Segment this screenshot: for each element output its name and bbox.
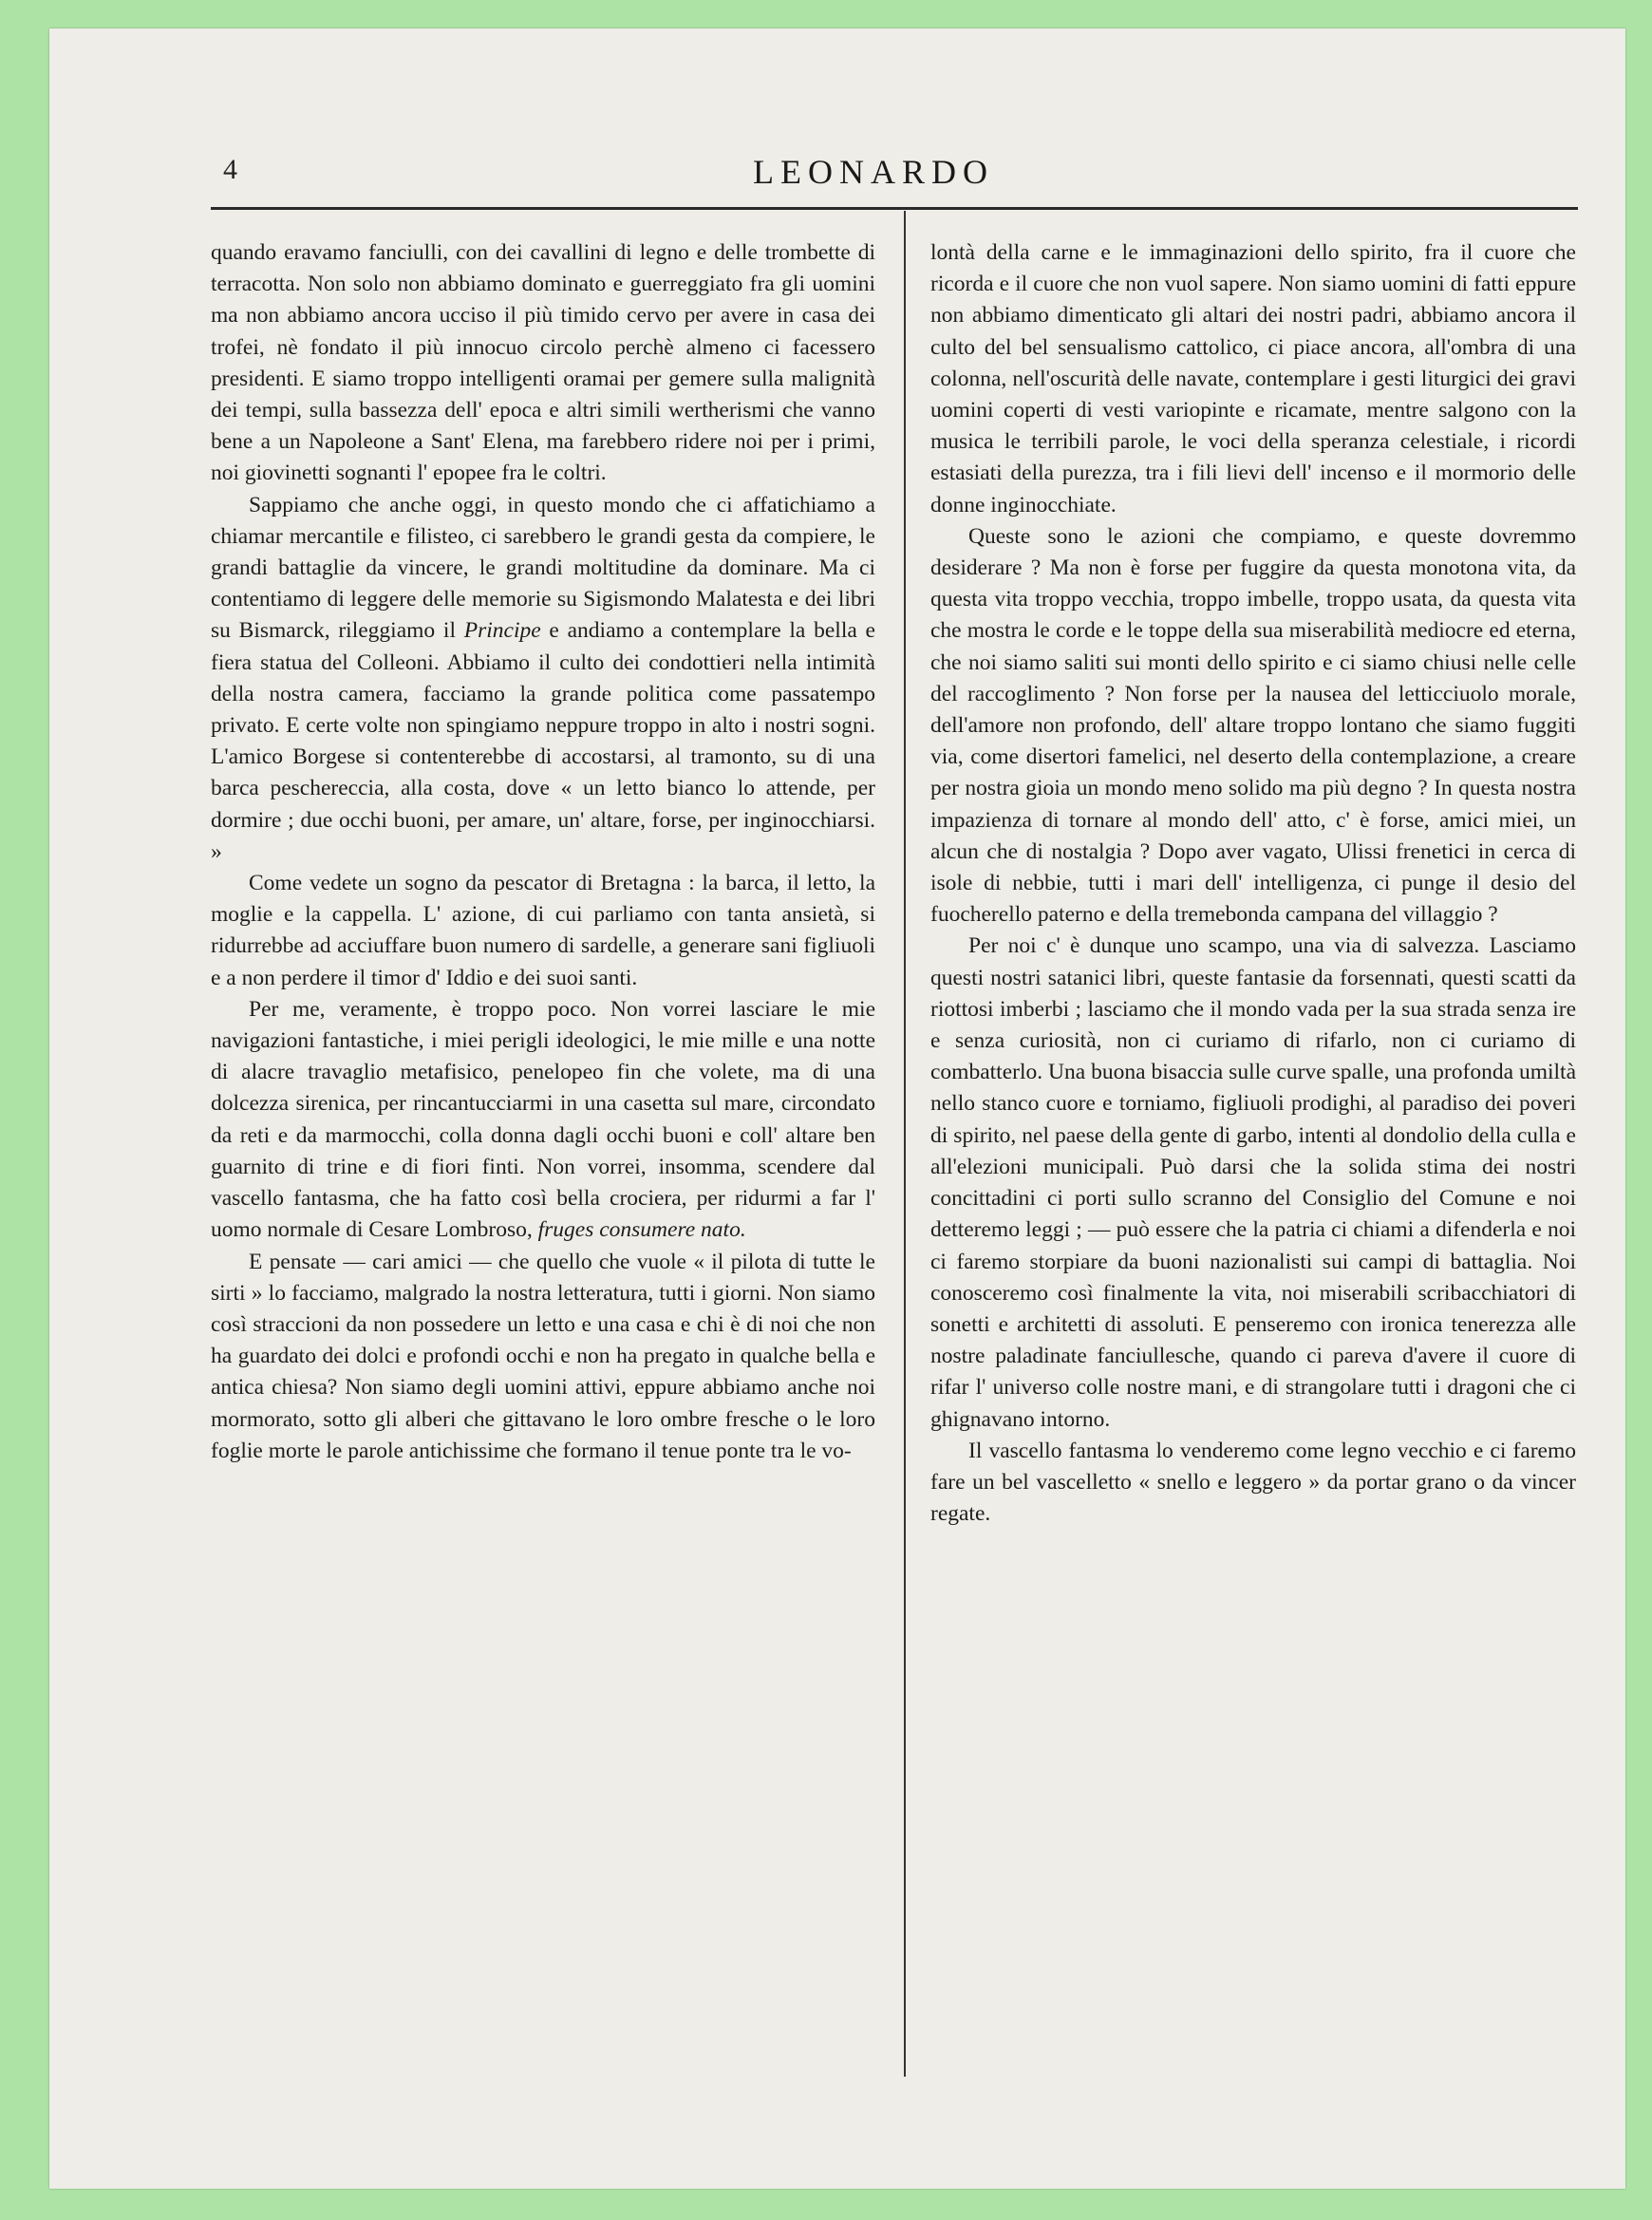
page-header bbox=[171, 123, 1576, 191]
paragraph bbox=[211, 994, 875, 1247]
paragraph: lontà della carne e le immaginazioni dello spirito, fra il cuore che ricorda e il cuore che non vuol sapere. Non siamo uomini di fatti eppure non abbiamo dimenticato gli altari dei nostri padri, abbiamo ancora il culto del bel sensualismo cattolico, ci piace ancora, all'ombra di una colonna, nell'oscurità delle navate, contemplare i gesti liturgici dei gravi uomini coperti di vesti variopinte e ricamate, mentre salgono con la musica le terribili parole, le voci della speranza celestiale, i ricordi estasiati della purezza, tra i fili lievi dell' incenso e il mormorio delle donne inginocchiate. bbox=[930, 240, 1576, 517]
paragraph: Come vedete un sogno da pescator di Bretagna : la barca, il letto, la moglie e la cappella. L' azione, di cui parliamo con tanta ansietà, si ridurrebbe ad acciuffare buon numero di sardelle, a generare sani figliuoli e a non perdere il timor d' Iddio e dei suoi santi. bbox=[211, 871, 875, 990]
italic-title: Principe bbox=[463, 618, 541, 644]
paragraph bbox=[211, 490, 875, 868]
paragraph-text: e andiamo a contemplare la bella e fiera statua del Colleoni. Abbiamo il culto dei condottieri nella intimità della nostra camera, facciamo la grande politica come passatempo privato. E certe volte non spingiamo neppure troppo in alto i nostri sogni. L'amico Borgese si contenterebbe di accostarsi, al tramonto, su di una barca peschereccia, alla costa, dove « un letto bianco lo attende, per dormire ; due occhi buoni, per amare, un' altare, forse, per inginocchiarsi. » bbox=[211, 618, 875, 864]
header-rule bbox=[211, 207, 1578, 210]
column-separator bbox=[904, 211, 906, 2077]
paragraph-text: Per me, veramente, è troppo poco. Non vorrei lasciare le mie navigazioni fantastiche, i miei perigli ideologici, le mie mille e una notte di alacre travaglio metafisico, penelopeo fin che volete, ma di una dolcezza sirenica, per rincantucciarmi in una casetta sul mare, circondato da reti e da marmocchi, colla donna dagli occhi buoni e coll' altare ben guarnito di trine e di fiori finti. Non vorrei, insomma, scendere dal vascello fantasma, che ha fatto così bella crociera, per ridurmi a far l' uomo normale di Cesare Lombroso, bbox=[211, 996, 875, 1243]
left-column bbox=[211, 237, 875, 1467]
italic-quote: fruges consumere nato. bbox=[537, 1217, 746, 1243]
paragraph: quando eravamo fanciulli, con dei cavallini di legno e delle trombette di terracotta. Non solo non abbiamo dominato e guerreggiato fra gli uomini ma non abbiamo ancora ucciso il più timido cervo per avere in casa dei trofei, nè fondato il più innocuo circolo perchè almeno ci facessero presidenti. E siamo troppo intelligenti oramai per gemere sulla malignità dei tempi, sulla bassezza dell' epoca e altri simili wertherismi che vanno bene a un Napoleone a Sant' Elena, ma farebbero ridere noi per i primi, noi giovinetti sognanti l' epopee fra le coltri. bbox=[211, 240, 875, 486]
paragraph: Queste sono le azioni che compiamo, e queste dovremmo desiderare ? Ma non è forse per fuggire da questa monotona vita, da questa vita troppo vecchia, troppo imbelle, troppo usata, da questa vita che mostra le corde e le toppe della sua miserabilità mediocre ed eterna, che noi siamo saliti sui monti dello spirito e ci siamo chiusi nelle celle del raccoglimento ? Non forse per la nausea del letticciuolo morale, dell'amore non profondo, dell' altare troppo lontano che siamo fuggiti via, come disertori famelici, nel deserto della contemplazione, a creare per nostra gioia un mondo meno solido ma più degno ? In questa nostra impazienza di tornare al mondo dell' atto, c' è forse, amici miei, un alcun che di nostalgia ? Dopo aver vagato, Ulissi frenetici in cerca di isole di nebbie, tutti i mari dell' intelligenza, ci punge il desio del fuocherello paterno e della tremebonda campana del villaggio ? bbox=[930, 523, 1576, 928]
right-column bbox=[930, 237, 1576, 1530]
paragraph: Il vascello fantasma lo venderemo come legno vecchio e ci faremo fare un bel vascelletto « snello e leggero » da portar grano o da vincer regate. bbox=[930, 1438, 1576, 1527]
paragraph: E pensate — cari amici — che quello che vuole « il pilota di tutte le sirti » lo facciamo, malgrado la nostra letteratura, tutti i giorni. Non siamo così straccioni da non possedere un letto e una casa e chi è di noi che non ha guardato dei dolci e profondi occhi e non ha pregato in qualche bella e antica chiesa? Non siamo degli uomini attivi, eppure abbiamo anche noi mormorato, sotto gli alberi che gittavano le loro ombre fresche o le loro foglie morte le parole antichissime che formano il tenue ponte tra le vo- bbox=[211, 1249, 875, 1463]
paragraph: Per noi c' è dunque uno scampo, una via di salvezza. Lasciamo questi nostri satanici libri, queste fantasie da forsennati, questi scatti da riottosi imberbi ; lasciamo che il mondo vada per la sua strada senza ire e senza curiosità, non ci curiamo di rifarlo, non ci curiamo di combatterlo. Una buona bisaccia sulle curve spalle, una profonda umiltà nello stanco cuore e torniamo, figliuoli prodighi, al paradiso dei poveri di spirito, nel paese della gente di garbo, intenti al dondolio della culla e all'elezioni municipali. Può darsi che la solida stima dei nostri concittadini ci porti sullo scranno del Consiglio del Comune e noi detteremo leggi ; — può essere che la patria ci chiami a difenderla e noi ci faremo storpiare da buoni nazionalisti sui campi di battaglia. Noi conosceremo così finalmente la vita, noi miserabili scribacchiatori di sonetti e architetti di assoluti. E penseremo con ironica tenerezza alle nostre paladinate fanciullesche, quando ci pareva d'avere il cuore di rifar l' universo colle nostre mani, e di strangolare tutti i dragoni che ci ghignavano intorno. bbox=[930, 933, 1576, 1432]
journal-title: LEONARDO bbox=[753, 153, 994, 191]
page-number: 4 bbox=[223, 154, 237, 185]
paragraph-text: Sappiamo che anche oggi, in questo mondo che ci affatichiamo a chiamar mercantile e filisteo, ci sarebbero le grandi gesta da compiere, le grandi battaglie da vincere, le grandi moltitudine da dominare. Ma ci contentiamo di leggere delle memorie su Sigismondo Malatesta e dei libri su Bismarck, rileggiamo il bbox=[211, 492, 875, 644]
